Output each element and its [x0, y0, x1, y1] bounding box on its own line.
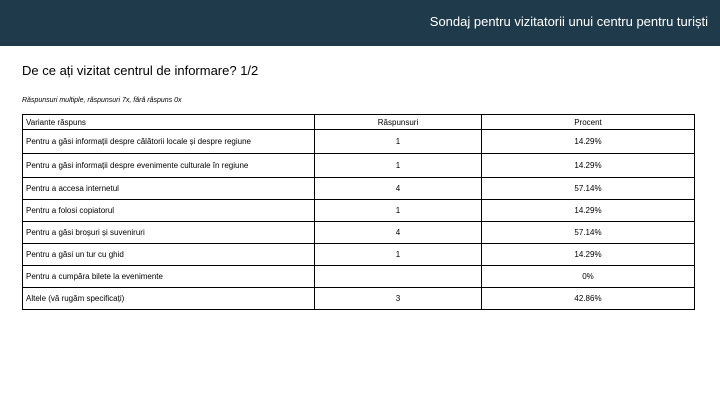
percent-cell: 57.14%: [482, 178, 695, 200]
percent-cell: 14.29%: [482, 244, 695, 266]
percent-cell: 42.86%: [482, 288, 695, 310]
column-header-option: Variante răspuns: [23, 115, 315, 130]
responses-cell: 4: [315, 222, 482, 244]
option-cell: Pentru a cumpăra bilete la evenimente: [23, 266, 315, 288]
table-row: [23, 266, 695, 288]
table-row: [23, 288, 695, 310]
percent-cell: 0%: [482, 266, 695, 288]
page-title: Sondaj pentru vizitatorii unui centru pentru turiști: [429, 14, 708, 29]
option-cell: Pentru a accesa internetul: [23, 178, 315, 200]
responses-cell: 1: [315, 200, 482, 222]
table-row: [23, 178, 695, 200]
option-cell: Pentru a găsi un tur cu ghid: [23, 244, 315, 266]
option-cell: Pentru a găsi broșuri și suveniruri: [23, 222, 315, 244]
option-cell: Pentru a găsi informații despre evenimente culturale în regiune: [23, 154, 315, 178]
table-header-row: [23, 115, 695, 130]
header-bar: [0, 0, 720, 46]
responses-cell: 1: [315, 244, 482, 266]
column-header-percent: Procent: [482, 115, 695, 130]
responses-cell: 3: [315, 288, 482, 310]
table-row: [23, 222, 695, 244]
results-table: [22, 114, 695, 310]
responses-cell: 1: [315, 154, 482, 178]
responses-cell: [315, 266, 482, 288]
option-cell: Pentru a folosi copiatorul: [23, 200, 315, 222]
responses-cell: 4: [315, 178, 482, 200]
table-row: [23, 200, 695, 222]
option-cell: Pentru a găsi informații despre călătorii locale și despre regiune: [23, 130, 315, 154]
question-title: De ce ați vizitat centrul de informare? 1/2: [22, 63, 259, 78]
percent-cell: 14.29%: [482, 154, 695, 178]
column-header-responses: Răspunsuri: [315, 115, 482, 130]
response-summary: Răspunsuri multiple, răspunsuri 7x, fără răspuns 0x: [22, 97, 182, 104]
percent-cell: 14.29%: [482, 130, 695, 154]
table-row: [23, 130, 695, 154]
table-row: [23, 154, 695, 178]
percent-cell: 57.14%: [482, 222, 695, 244]
table-row: [23, 244, 695, 266]
responses-cell: 1: [315, 130, 482, 154]
percent-cell: 14.29%: [482, 200, 695, 222]
option-cell: Altele (vă rugăm specificați): [23, 288, 315, 310]
